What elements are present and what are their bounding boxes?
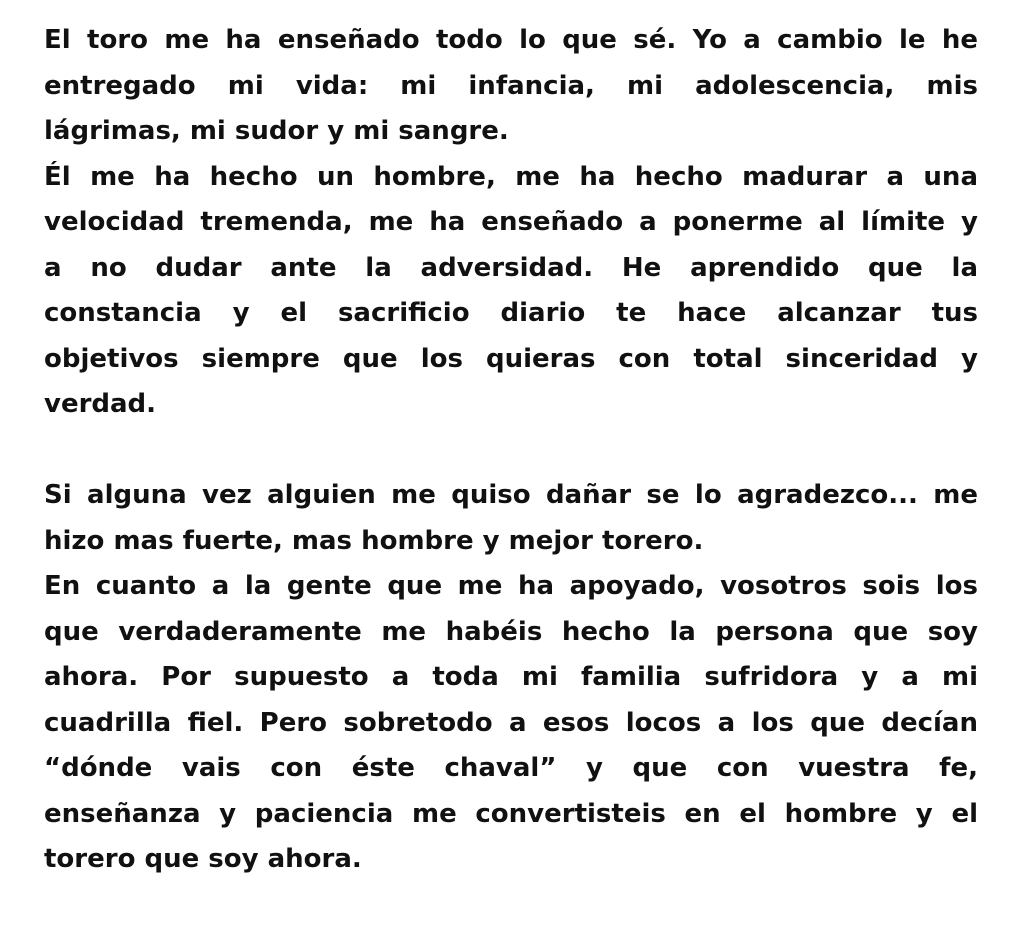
text-line: constancia y el sacrificio diario te hace alcanzar tus — [44, 298, 978, 328]
text-line: verdad. — [44, 389, 157, 419]
text-line: El toro me ha enseñado todo lo que sé. Yo a cambio le he — [44, 25, 978, 55]
text-line: enseñanza y paciencia me convertisteis en el hombre y el — [44, 798, 978, 829]
text-line: ahora. Por supuesto a toda mi familia sufridora y a mi — [44, 662, 978, 692]
text-line: objetivos siempre que los quieras con total sinceridad y — [44, 343, 978, 374]
text-line: a no dudar ante la adversidad. He aprendido que la — [44, 252, 978, 283]
text-line: Él me ha hecho un hombre, me ha hecho madurar a una — [44, 161, 978, 192]
text-line: En cuanto a la gente que me ha apoyado, vosotros sois los — [44, 571, 978, 601]
text-line: “dónde vais con éste chaval” y que con vuestra fe, — [44, 753, 978, 783]
document-body — [44, 18, 978, 883]
text-line: cuadrilla fiel. Pero sobretodo a esos locos a los que decían — [44, 707, 978, 738]
paragraph-1 — [44, 18, 978, 428]
text-line: lágrimas, mi sudor y mi sangre. — [44, 116, 509, 146]
text-line: entregado mi vida: mi infancia, mi adolescencia, mis — [44, 70, 978, 101]
text-line: que verdaderamente me habéis hecho la persona que soy — [44, 616, 978, 647]
paragraph-gap — [44, 428, 978, 474]
text-line: torero que soy ahora. — [44, 844, 362, 874]
paragraph-2 — [44, 473, 978, 883]
text-line: Si alguna vez alguien me quiso dañar se lo agradezco... me — [44, 480, 978, 510]
text-line: hizo mas fuerte, mas hombre y mejor torero. — [44, 525, 704, 556]
text-line: velocidad tremenda, me ha enseñado a ponerme al límite y — [44, 207, 978, 237]
